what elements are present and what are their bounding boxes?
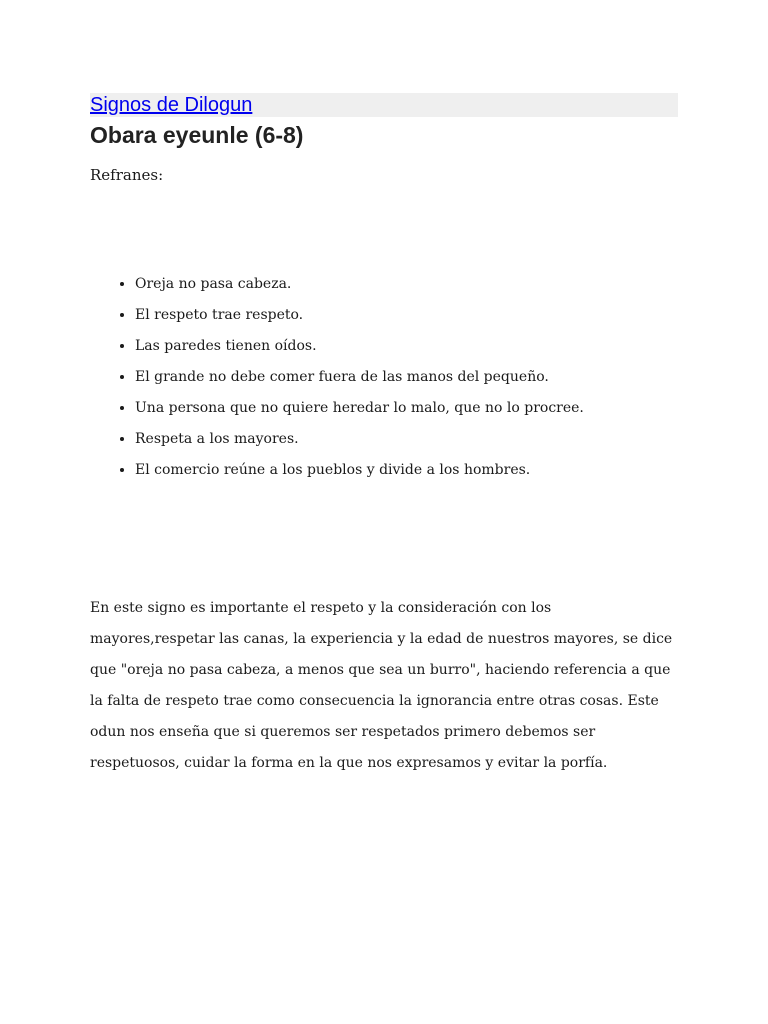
proverb-list xyxy=(90,275,678,480)
list-item: • Las paredes tienen oídos. xyxy=(135,337,678,356)
category-bar xyxy=(90,93,678,117)
list-item: • El respeto trae respeto. xyxy=(135,306,678,325)
category-link[interactable]: Signos de Dilogun xyxy=(90,94,253,116)
list-item: • El grande no debe comer fuera de las manos del pequeño. xyxy=(135,368,678,387)
list-item: • Una persona que no quiere heredar lo malo, que no lo procree. xyxy=(135,399,678,418)
list-item: • Oreja no pasa cabeza. xyxy=(135,275,678,294)
document-page xyxy=(90,93,678,779)
list-item: • El comercio reúne a los pueblos y divide a los hombres. xyxy=(135,461,678,480)
refranes-label: Refranes: xyxy=(90,166,164,184)
list-item: • Respeta a los mayores. xyxy=(135,430,678,449)
page-title: Obara eyeunle (6-8) xyxy=(90,122,304,148)
body-paragraph: En este signo es importante el respeto y la consideración con los mayores,respetar las canas, la experiencia y la edad de nuestros mayores, se dice que "oreja no pasa cabeza, a menos que sea un burro", haciendo referencia a que la falta de respeto trae como consecuencia la ignorancia entre otras cosas. Este odun nos enseña que si queremos ser respetados primero debemos ser respetuosos, cuidar la forma en la que nos expresamos y evitar la porfía. xyxy=(90,600,673,771)
